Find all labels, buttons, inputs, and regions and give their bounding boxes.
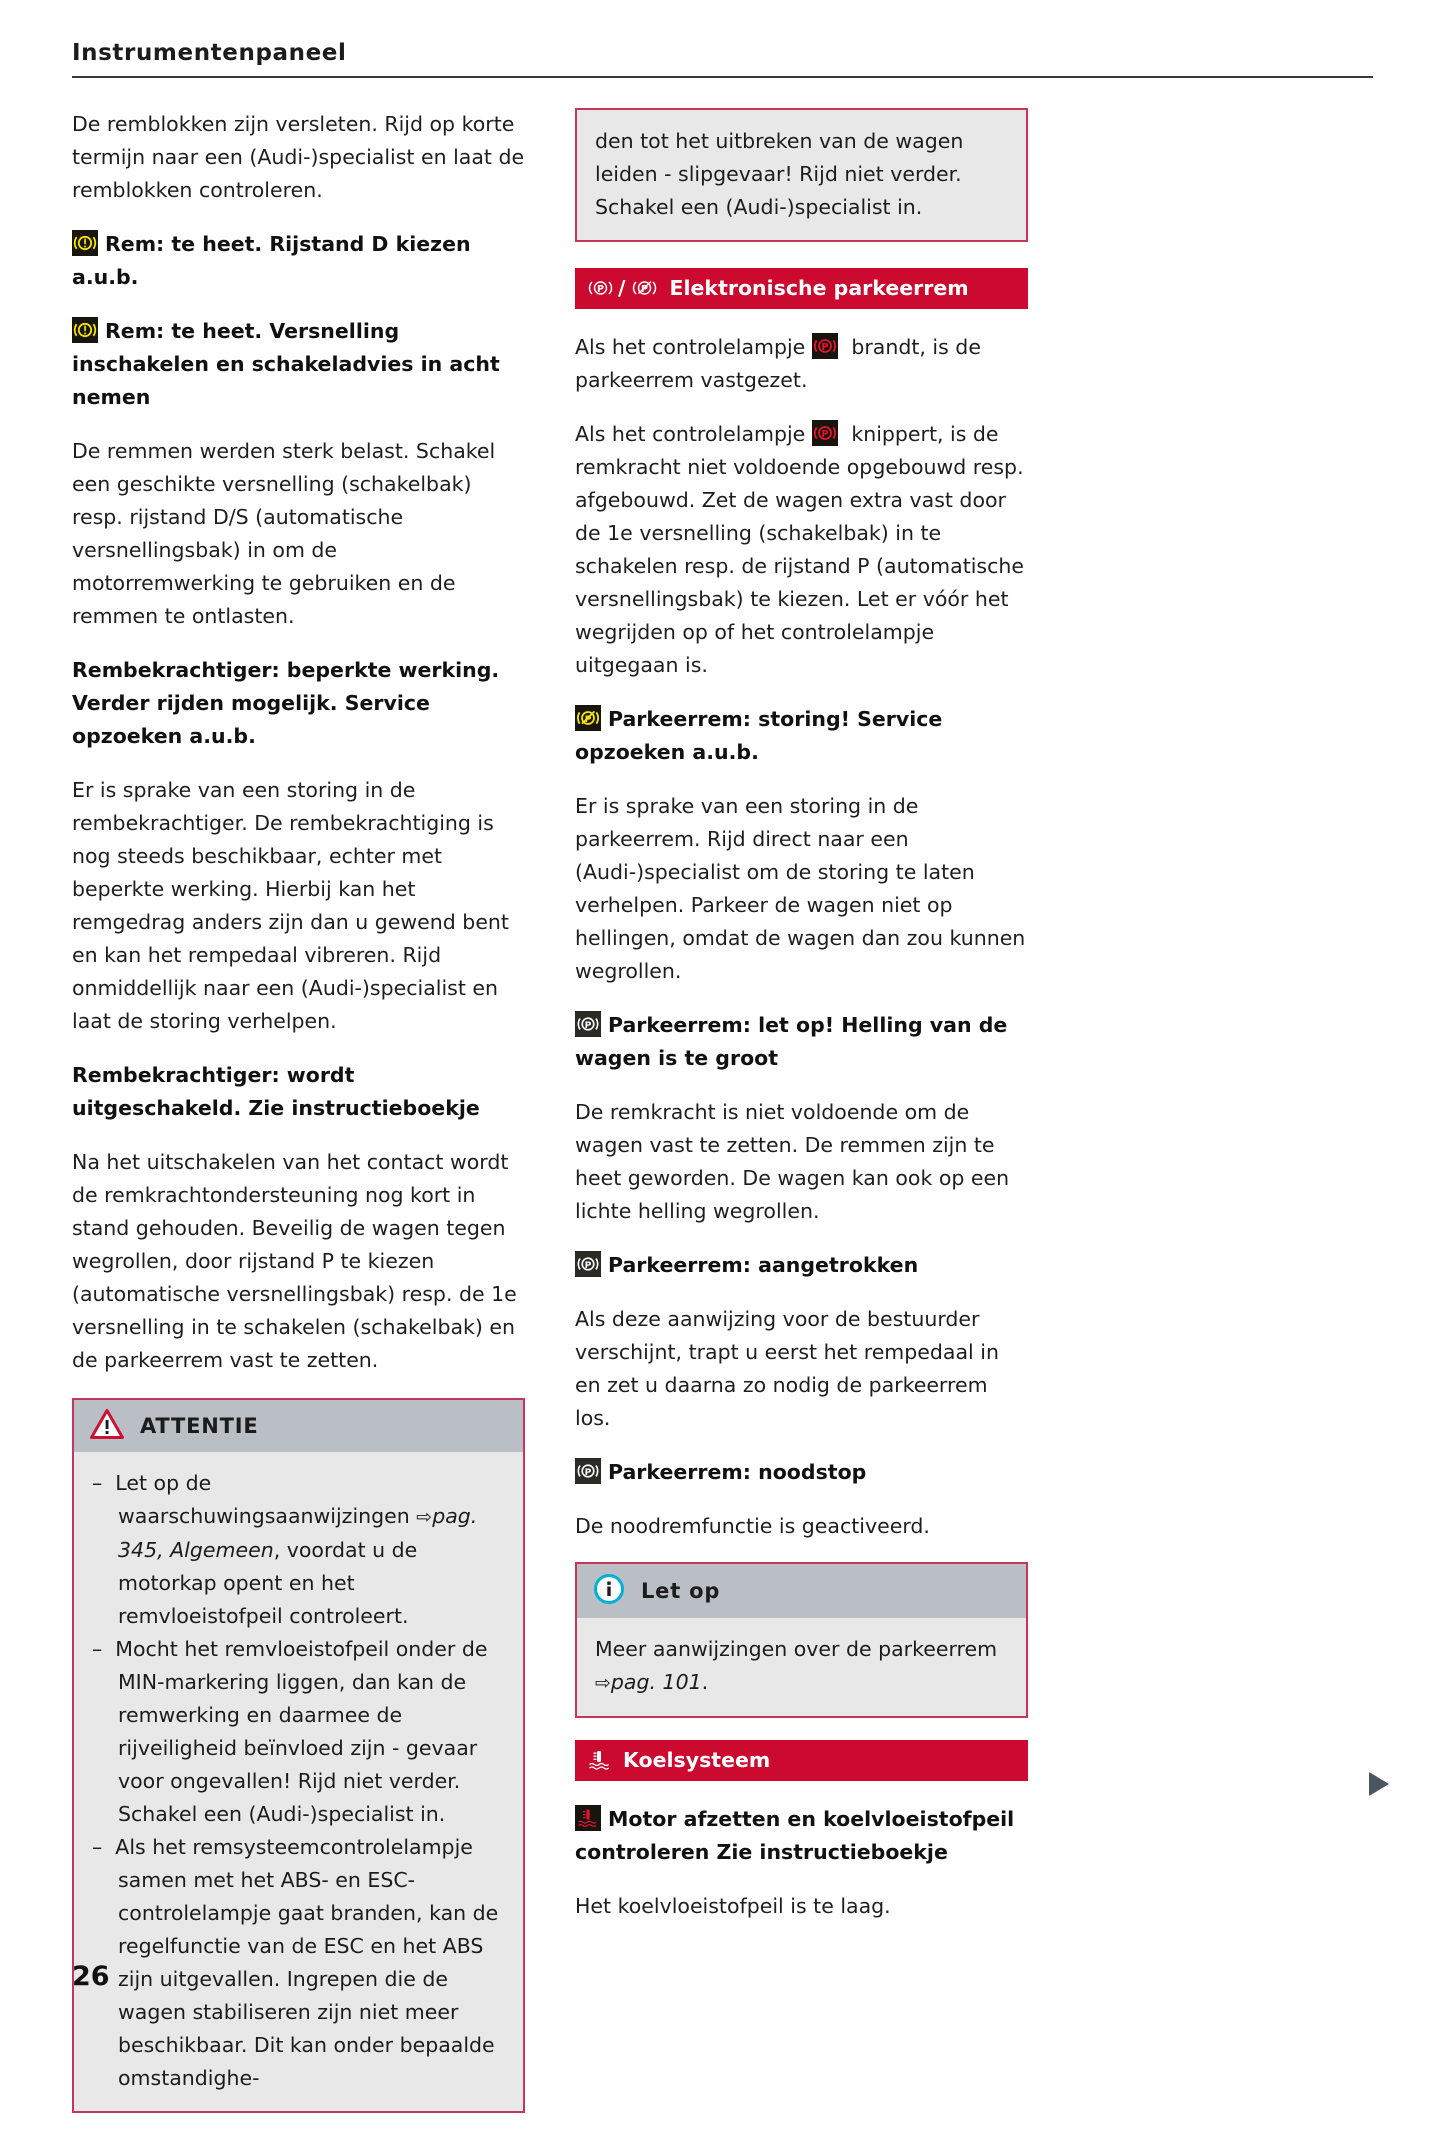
section-header-title: Elektronische parkeerrem [669, 276, 969, 300]
warning-text: Parkeerrem: noodstop [608, 1460, 867, 1484]
svg-text:P: P [640, 284, 648, 296]
page-reference[interactable]: pag. 345, Algemeen [118, 1504, 478, 1562]
left-column [72, 108, 525, 2135]
warning-text: Parkeerrem: aangetrokken [608, 1253, 919, 1277]
parking-brake-white-p-icon [575, 1011, 601, 1037]
warning-text: Rem: te heet. Rijstand D kiezen a.u.b. [72, 232, 471, 289]
paragraph-text-before: Als het controlelampje [575, 335, 812, 359]
paragraph-lamp-blinking [575, 418, 1028, 682]
letop-box [575, 1562, 1028, 1718]
brake-warning-yellow-icon [72, 230, 98, 256]
paragraph-text-after: brandt, is de parkeerrem vastgezet. [575, 335, 981, 392]
parking-brake-p-icon [587, 276, 614, 300]
paragraph-helling-te-groot: De remkracht is niet voldoende om de wagen vast te zetten. De remmen zijn te heet geworden. De wagen kan ook op een lichte helling wegrollen. [575, 1100, 1010, 1223]
attentie-title: ATTENTIE [140, 1414, 259, 1438]
parking-brake-red-telltale-icon [812, 333, 838, 359]
svg-text:P: P [821, 429, 829, 440]
list-item-text: Mocht het remvloeistofpeil onder de MIN-markering liggen, dan kan de remwerking en daarmee de rijveiligheid beïnvloed zijn - gevaar voor ongevallen! Rijd niet verder. Schakel een (Audi-)specialist in. [115, 1637, 488, 1826]
paragraph-booster-fault: Er is sprake van een storing in de rembekrachtiger. De rembekrachtiging is nog steeds beschikbaar, echter met beperkte werking. Hierbij kan het remgedrag anders zijn dan u gewend bent en kan het rempedaal vibreren. Rijd onmiddellijk naar een (Audi-)specialist en laat de storing verhelpen. [72, 778, 509, 1033]
info-circle-icon [593, 1573, 625, 1609]
parking-brake-yellow-crossed-icon [575, 705, 601, 731]
list-item [92, 1831, 505, 2095]
list-item-text: Als het remsysteemcontrolelampje samen met het ABS- en ESC-controlelampje gaat branden, kan de regelfunctie van de ESC en het ABS zijn uitgevallen. Ingrepen die de wagen stabiliseren zijn niet meer beschikbaar. Dit kan onder bepaalde omstandighe- [115, 1835, 499, 2090]
right-column [575, 108, 1028, 1944]
warning-heading-parkeerrem-storing [575, 703, 1028, 769]
brake-warning-yellow-icon [72, 317, 98, 343]
letop-text-before: Meer aanwijzingen over de parkeerrem [595, 1637, 998, 1661]
attentie-continuation-box [575, 108, 1028, 242]
paragraph-lamp-on [575, 331, 1028, 397]
attentie-list [92, 1467, 505, 2095]
intro-paragraph: De remblokken zijn versleten. Rijd op korte termijn naar een (Audi-)specialist en laat de remblokken controleren. [72, 112, 525, 202]
list-item [92, 1633, 505, 1831]
letop-title: Let op [641, 1579, 721, 1603]
parking-brake-white-p-icon [575, 1458, 601, 1484]
svg-text:P: P [584, 715, 592, 725]
letop-box-header [577, 1564, 1026, 1618]
warning-heading-helling-te-groot [575, 1009, 1028, 1075]
subhead-booster-off: Rembekrachtiger: wordt uitgeschakeld. Zie instructieboekje [72, 1063, 480, 1120]
letop-text-after: . [701, 1670, 709, 1694]
list-item-text: Let op de waarschuwingsaanwijzingen [115, 1471, 417, 1528]
paragraph-parkeerrem-storing: Er is sprake van een storing in de parkeerrem. Rijd direct naar een (Audi-)specialist om de storing te laten verhelpen. Parkeer de wagen niet op hellingen, omdat de wagen dan zou kunnen wegrollen. [575, 794, 1026, 983]
warning-text: Rem: te heet. Versnelling inschakelen en schakeladvies in acht nemen [72, 319, 500, 409]
subhead-booster-limited: Rembekrachtiger: beperkte werking. Verder rijden mogelijk. Service opzoeken a.u.b. [72, 658, 500, 748]
svg-text:P: P [584, 1019, 592, 1031]
svg-text:P: P [821, 342, 829, 353]
paragraph-text-before: Als het controlelampje [575, 422, 812, 446]
paragraph-text-after: knippert, is de remkracht niet voldoende opgebouwd resp. afgebouwd. Zet de wagen extra vast door de 1e versnelling (schakelbak) in te schakelen resp. de rijstand P (automatische versnellingsbak) te kiezen. Let er vóór het wegrijden op of het controlelampje uitgegaan is. [575, 422, 1024, 677]
coolant-temperature-icon [587, 1748, 611, 1772]
paragraph-aangetrokken: Als deze aanwijzing voor de bestuurder verschijnt, trapt u eerst het rempedaal in en zet u daarna zo nodig de parkeerrem los. [575, 1307, 999, 1430]
warning-triangle-icon [90, 1409, 124, 1443]
warning-text: Parkeerrem: let op! Helling van de wagen is te groot [575, 1013, 1008, 1070]
attentie-box-header [74, 1400, 523, 1452]
play-triangle-icon[interactable] [1369, 1772, 1389, 1796]
svg-text:P: P [584, 1466, 592, 1478]
parking-brake-p-crossed-icon [631, 276, 658, 300]
section-header-koelsysteem [575, 1740, 1028, 1781]
paragraph-noodstop: De noodremfunctie is geactiveerd. [575, 1514, 930, 1538]
warning-text: Parkeerrem: storing! Service opzoeken a.u.b. [575, 707, 943, 764]
svg-text:P: P [584, 1259, 592, 1271]
attentie-continuation-text: den tot het uitbreken van de wagen leiden - slipgevaar! Rijd niet verder. Schakel een (Audi-)specialist in. [595, 129, 964, 219]
warning-heading-brake-hot-d [72, 228, 525, 294]
warning-heading-koelvloeistof [575, 1803, 1028, 1869]
warning-text: Motor afzetten en koelvloeistofpeil controleren Zie instructieboekje [575, 1807, 1015, 1864]
paragraph-brakes-loaded: De remmen werden sterk belast. Schakel een geschikte versnelling (schakelbak) resp. rijstand D/S (automatische versnellingsbak) in om de motorremwerking te gebruiken en de remmen te ontlasten. [72, 439, 496, 628]
header-divider [72, 76, 1373, 78]
page-reference[interactable]: pag. 101 [610, 1670, 702, 1694]
warning-heading-aangetrokken [575, 1249, 1028, 1282]
letop-text [595, 1633, 1008, 1700]
section-header-separator: / [618, 276, 626, 300]
letop-box-body [577, 1618, 1026, 1716]
parking-brake-red-telltale-icon [812, 420, 838, 446]
list-item-text-after: , voordat u de motorkap opent en het remvloeistofpeil controleert. [118, 1538, 418, 1628]
warning-heading-noodstop [575, 1456, 1028, 1489]
section-header-title: Koelsysteem [623, 1748, 771, 1772]
reference-arrow-icon: ⇨ [416, 1506, 433, 1528]
svg-text:P: P [597, 284, 604, 296]
reference-arrow-icon: ⇨ [595, 1672, 611, 1694]
coolant-red-telltale-icon [575, 1805, 601, 1831]
attentie-box [72, 1398, 525, 2113]
warning-heading-brake-hot-gear [72, 315, 525, 414]
two-column-layout [72, 108, 1373, 2135]
paragraph-koelvloeistof: Het koelvloeistofpeil is te laag. [575, 1894, 891, 1918]
list-item [92, 1467, 505, 1633]
section-header-parkeerrem [575, 268, 1028, 309]
page-number: 26 [72, 1961, 110, 1992]
attentie-box-body [74, 1452, 523, 2111]
page-title: Instrumentenpaneel [72, 40, 347, 66]
paragraph-ignition-off: Na het uitschakelen van het contact wordt de remkrachtondersteuning nog kort in stand gehouden. Beveilig de wagen tegen wegrollen, door rijstand P te kiezen (automatische versnellingsbak) resp. de 1e versnelling in te schakelen (schakelbak) en de parkeerrem vast te zetten. [72, 1150, 517, 1372]
parking-brake-white-p-icon [575, 1251, 601, 1277]
